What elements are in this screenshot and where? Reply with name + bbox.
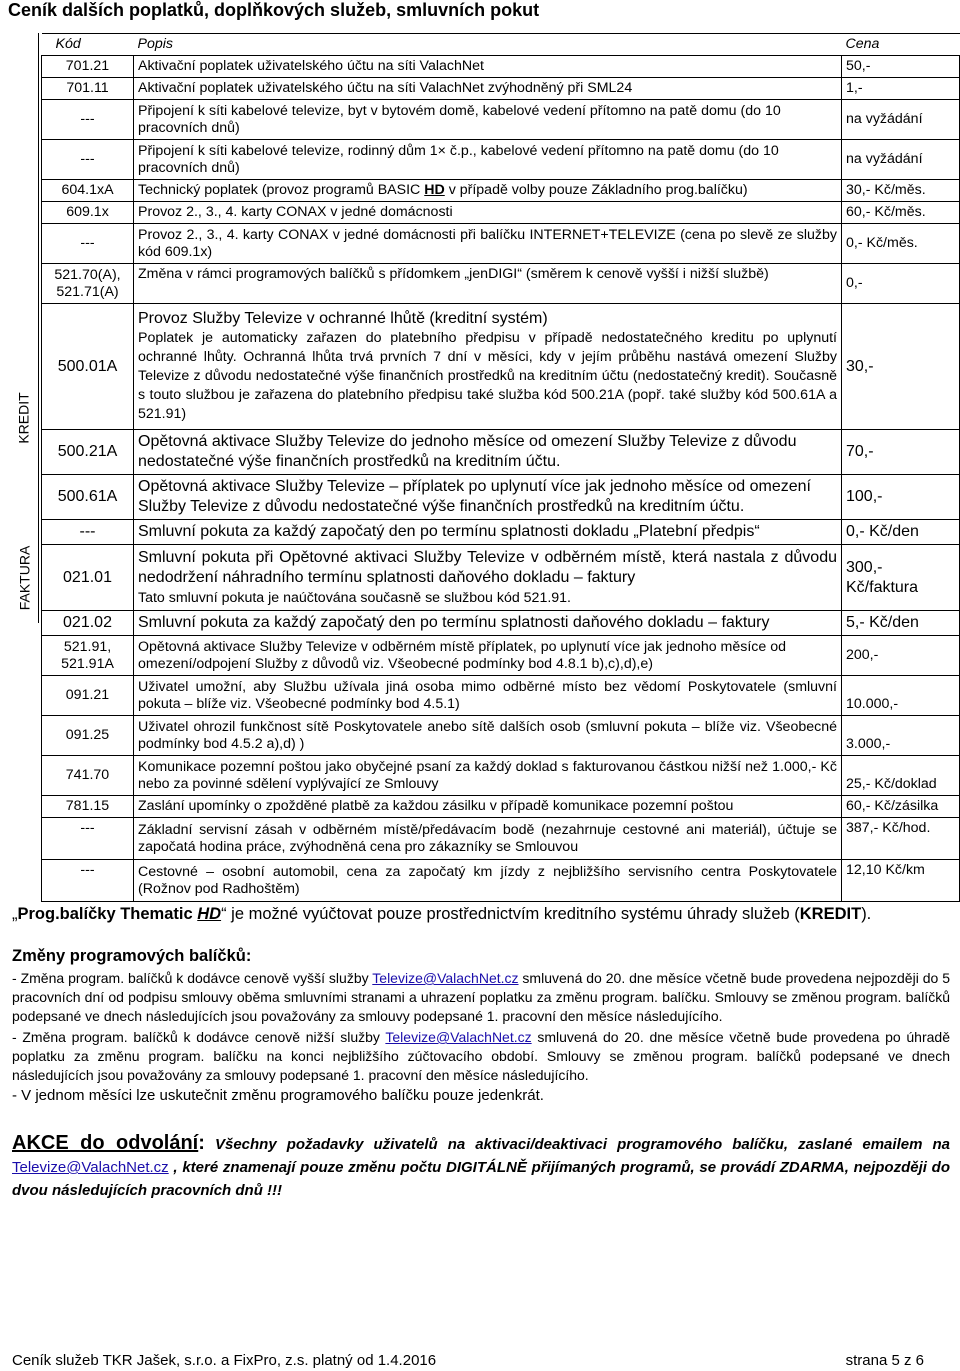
row-price: na vyžádání — [842, 140, 960, 180]
row-code: 021.02 — [42, 611, 134, 636]
row-desc-main: Smluvní pokuta při Opětovné aktivaci Služby Televize v odběrném místě, která nastala z důvodu nedodržení náhradního termínu splatnosti daňového dokladu – faktury — [138, 549, 837, 586]
row-desc: Opětovná aktivace Služby Televize v odběrném místě příplatek, po uplynutí více jak jednoho měsíce od omezení/odpojení Služby z důvodů viz. Všeobecné podmínky bod 4.8.1 b),c),d),e) — [134, 636, 842, 676]
row-price: 70,- — [842, 430, 960, 475]
row-price: 50,- — [842, 56, 960, 78]
row-price: 0,- Kč/den — [842, 520, 960, 545]
thematic-note: „Prog.balíčky Thematic HD“ je možné vyúčtovat pouze prostřednictvím kreditního systému úhrady služeb (KREDIT). — [12, 905, 872, 923]
row-price: 25,- Kč/doklad — [842, 756, 960, 796]
row-price: 60,- Kč/měs. — [842, 202, 960, 224]
side-divider — [38, 33, 39, 623]
row-code: --- — [42, 520, 134, 545]
table-row — [42, 430, 960, 475]
row-price: 10.000,- — [842, 676, 960, 716]
table-row — [42, 224, 960, 264]
row-code: 500.61A — [42, 475, 134, 520]
page-title: Ceník dalších poplatků, doplňkových služeb, smluvních pokut — [8, 0, 540, 20]
row-desc — [134, 304, 842, 430]
row-code: 500.21A — [42, 430, 134, 475]
row-desc-body: Poplatek je automaticky zařazen do platebního předpisu v případě nedostatečného kreditu po uplynutí ochranné lhůty. Ochranná lhůta trvá prvních 7 dní v měsíci, kdy v jejím průběhu nastává omezení Služby Televize z důvodu nedostatečné výše finančních prostředků na kreditním účtu (nedostatečný kredit). Současně s touto službou je zařazena do platebního předpisu také služba kód 500.21A (popř. také služby kód 500.61A a 521.91) — [138, 330, 837, 422]
row-code: --- — [42, 140, 134, 180]
changes-paragraph-limit: - V jednom měsíci lze uskutečnit změnu programového balíčku pouze jedenkrát. — [12, 1087, 544, 1104]
row-code: 091.21 — [42, 676, 134, 716]
email-link[interactable]: Televize@ValachNet.cz — [12, 1159, 169, 1176]
column-header-price: Cena — [842, 34, 960, 56]
table-row — [42, 716, 960, 756]
changes-paragraph-down: - Změna program. balíčků k dodávce cenově nižší služby Televize@ValachNet.cz smluvená do 20. dne měsíce včetně bude provedena po úhradě poplatku za změnu program. balíčku na konci nejbližšího zúčtovacího období. Smlouvy se změnou program. balíčků podepsané ve dnech následujících jsou považovány za smlouvy podepsané 1. pracovní den měsíce následujícího. — [12, 1029, 950, 1083]
table-row — [42, 545, 960, 611]
row-desc: Připojení k síti kabelové televize, byt v bytovém domě, kabelové vedení přítomno na patě domu (do 10 pracovních dnů) — [134, 100, 842, 140]
row-price: 200,- — [842, 636, 960, 676]
side-label-faktura: FAKTURA — [16, 545, 33, 610]
table-row — [42, 100, 960, 140]
table-row — [42, 520, 960, 545]
email-link[interactable]: Televize@ValachNet.cz — [385, 1029, 532, 1045]
row-desc: Připojení k síti kabelové televize, rodinný dům 1× č.p., kabelové vedení přítomno na patě domu (do 10 pracovních dnů) — [134, 140, 842, 180]
changes-heading: Změny programových balíčků: — [12, 947, 252, 965]
row-price: 0,- — [842, 264, 960, 304]
akce-notice: AKCE do odvolání: Všechny požadavky uživatelů na aktivaci/deaktivaci programového balíčku, zaslané emailem na Televize@ValachNet.cz , které znamenají pouze změnu počtu DIGITÁLNĚ přijímaných programů, se provádí ZDARMA, nejpozději do dvou následujících pracovních dnů !!! — [12, 1132, 950, 1199]
row-code: --- — [42, 860, 134, 902]
row-code: --- — [42, 100, 134, 140]
fee-table — [41, 33, 960, 902]
column-header-code: Kód — [42, 34, 134, 56]
row-code: 021.01 — [42, 545, 134, 611]
hd-mark: HD — [197, 905, 222, 923]
row-desc: Smluvní pokuta za každý započatý den po termínu splatnosti dokladu „Platební předpis“ — [134, 520, 842, 545]
table-row — [42, 180, 960, 202]
row-price: 1,- — [842, 78, 960, 100]
row-price: 60,- Kč/zásilka — [842, 796, 960, 818]
row-price: 5,- Kč/den — [842, 611, 960, 636]
hd-mark: HD — [424, 182, 445, 198]
row-desc-title: Provoz Služby Televize v ochranné lhůtě (kreditní systém) — [138, 310, 548, 327]
row-desc: Provoz 2., 3., 4. karty CONAX v jedné domácnosti při balíčku INTERNET+TELEVIZE (cena po slevě ze služby kód 609.1x) — [134, 224, 842, 264]
table-row — [42, 78, 960, 100]
footer-left: Ceník služeb TKR Jašek, s.r.o. a FixPro, z.s. platný od 1.4.2016 — [12, 1352, 437, 1369]
table-row — [42, 756, 960, 796]
row-code: 781.15 — [42, 796, 134, 818]
row-desc: Technický poplatek (provoz programů BASIC HD v případě volby pouze Základního prog.balíčku) — [134, 180, 842, 202]
table-row — [42, 56, 960, 78]
row-code: --- — [42, 224, 134, 264]
row-price: 300,- Kč/faktura — [842, 545, 960, 611]
row-desc: Aktivační poplatek uživatelského účtu na síti ValachNet zvýhodněný při SML24 — [134, 78, 842, 100]
table-row — [42, 264, 960, 304]
table-row — [42, 818, 960, 860]
row-price: 3.000,- — [842, 716, 960, 756]
row-desc: Smluvní pokuta za každý započatý den po termínu splatnosti daňového dokladu – faktury — [134, 611, 842, 636]
row-desc: Cestovné – osobní automobil, cena za započatý km jízdy z nejbližšího servisního centra Poskytovatele (Rožnov pod Radhoštěm) — [134, 860, 842, 902]
row-desc-note: Tato smluvní pokuta je naúčtována současně se službou kód 521.91. — [138, 590, 572, 606]
row-code: 701.11 — [42, 78, 134, 100]
side-label-kredit: KREDIT — [16, 391, 32, 444]
row-code: 741.70 — [42, 756, 134, 796]
row-price: 100,- — [842, 475, 960, 520]
row-price: na vyžádání — [842, 100, 960, 140]
row-price: 30,- Kč/měs. — [842, 180, 960, 202]
row-desc: Komunikace pozemní poštou jako obyčejné psaní za každý doklad s fakturovanou částkou nižší než 1.000,- Kč nebo za povinné sdělení vyplývající ze Smlouvy — [134, 756, 842, 796]
row-code: --- — [42, 818, 134, 860]
row-price: 0,- Kč/měs. — [842, 224, 960, 264]
row-price: 30,- — [842, 304, 960, 430]
row-price: 387,- Kč/hod. — [842, 818, 960, 860]
table-header-row — [42, 34, 960, 56]
row-desc: Opětovná aktivace Služby Televize do jednoho měsíce od omezení Služby Televize z důvodu nedostatečné výše finančních prostředků na kreditním účtu. — [134, 430, 842, 475]
row-desc: Zaslání upomínky o zpožděné platbě za každou zásilku v případě komunikace pozemní poštou — [134, 796, 842, 818]
row-desc: Změna v rámci programových balíčků s přídomkem „jenDIGI“ (směrem k cenově vyšší i nižší službě) — [134, 264, 842, 304]
row-desc: Uživatel umožní, aby Službu užívala jiná osoba mimo odběrné místo bez vědomí Poskytovatele (smluvní pokuta – blíže viz. Všeobecné podmínky bod 4.5.1) — [134, 676, 842, 716]
table-row — [42, 676, 960, 716]
email-link[interactable]: Televize@ValachNet.cz — [372, 970, 519, 986]
row-desc: Opětovná aktivace Služby Televize – příplatek po uplynutí více jak jednoho měsíce od omezení Služby Televize z důvodu nedostatečné výše finančních prostředků na kreditním účtu. — [134, 475, 842, 520]
table-row — [42, 475, 960, 520]
footer-page-number: strana 5 z 6 — [845, 1352, 924, 1369]
table-row — [42, 202, 960, 224]
table-row — [42, 611, 960, 636]
row-code: 701.21 — [42, 56, 134, 78]
row-code: 091.25 — [42, 716, 134, 756]
changes-paragraph-up: - Změna program. balíčků k dodávce cenově vyšší služby Televize@ValachNet.cz smluvená do 20. dne měsíce včetně bude provedena nejpozději do 5 pracovních dní od podpisu smlouvy oběma smluvními stranami a uhrazení poplatku za změnu program. balíčku. Smlouvy se změnou program. balíčků podepsané ve dnech následujících jsou považovány za smlouvy podepsané 1. pracovní den měsíce následujícího. — [12, 970, 951, 1024]
table-row — [42, 796, 960, 818]
row-desc: Základní servisní zásah v odběrném místě/předávacím bodě (nezahrnuje cestovné ani materiál), účtuje se započatá hodina práce, zvýhodněná cena pro zákazníky se Smlouvou — [134, 818, 842, 860]
row-code: 609.1x — [42, 202, 134, 224]
row-code: 604.1xA — [42, 180, 134, 202]
row-desc: Aktivační poplatek uživatelského účtu na síti ValachNet — [134, 56, 842, 78]
row-price: 12,10 Kč/km — [842, 860, 960, 902]
row-desc: Uživatel ohrozil funkčnost sítě Poskytovatele anebo sítě dalších osob (smluvní pokuta – blíže viz. Všeobecné podmínky bod 4.5.2 a),d) ) — [134, 716, 842, 756]
table-row — [42, 304, 960, 430]
akce-heading: AKCE do odvolání — [12, 1132, 199, 1154]
table-row — [42, 140, 960, 180]
column-header-desc: Popis — [134, 34, 842, 56]
row-desc: Provoz 2., 3., 4. karty CONAX v jedné domácnosti — [134, 202, 842, 224]
table-row — [42, 636, 960, 676]
row-code: 500.01A — [42, 304, 134, 430]
row-code: 521.70(A), 521.71(A) — [42, 264, 134, 304]
row-code: 521.91, 521.91A — [42, 636, 134, 676]
table-row — [42, 860, 960, 902]
row-desc — [134, 545, 842, 611]
